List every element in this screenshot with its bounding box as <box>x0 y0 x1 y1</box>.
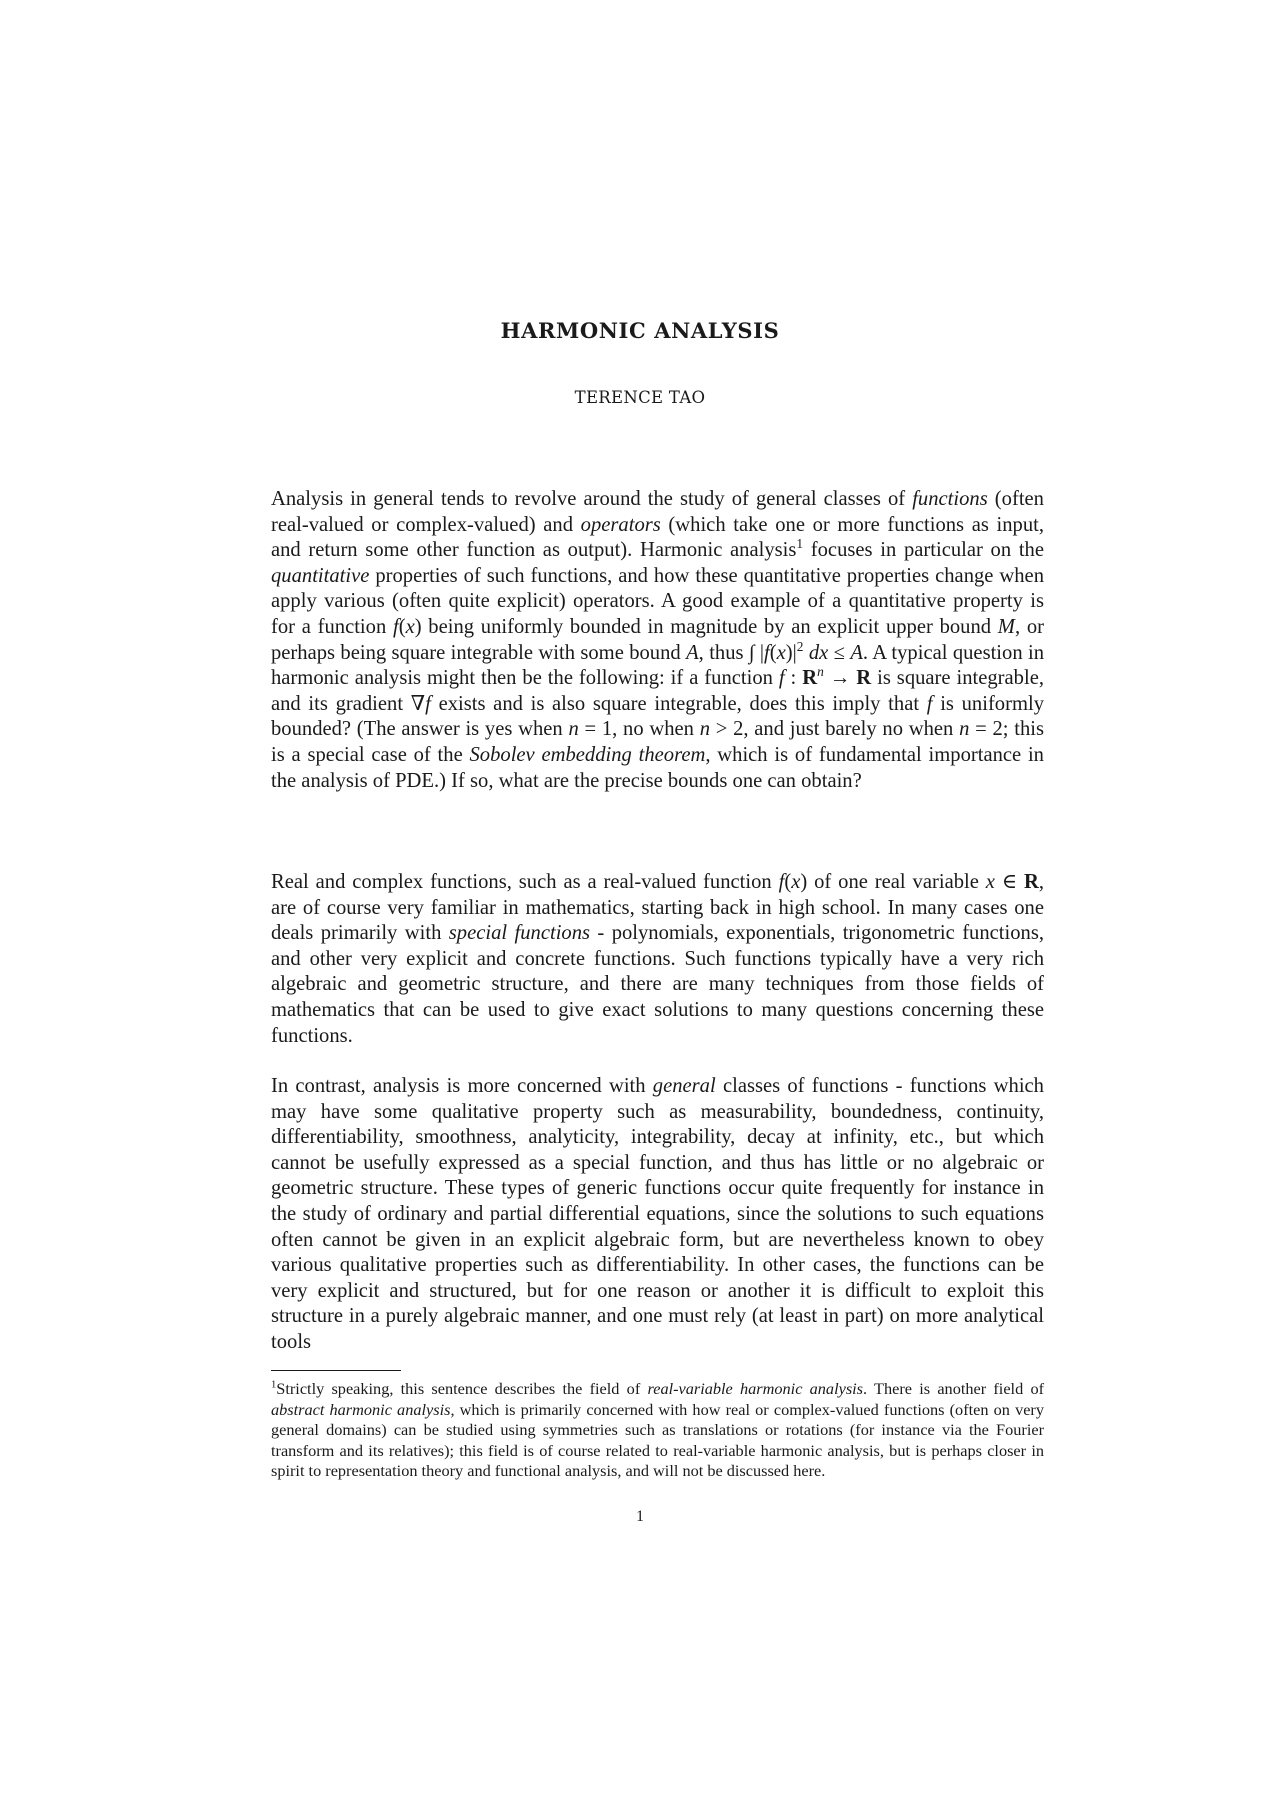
paper-title: HARMONIC ANALYSIS <box>500 318 780 343</box>
text-run: 2 <box>796 638 804 654</box>
text-run: ( <box>398 615 406 638</box>
text-run: functions <box>912 488 988 510</box>
text-run: f <box>778 871 785 893</box>
text-run: properties of such functions, and how these quantitative properties change when apply various (often quite explicit) operators. A good example of a quantitative property is for a function <box>271 564 1044 638</box>
text-run: , or perhaps being square integrable with some bound <box>271 615 1044 664</box>
text-run: : <box>784 667 803 690</box>
paragraph-text <box>271 870 1044 1049</box>
text-run: x <box>776 641 786 664</box>
text-run: quantitative <box>271 564 370 587</box>
text-run: A <box>850 641 863 664</box>
text-run: , which is of fundamental importance in the analysis of PDE.) If so, what are the precise bounds one can obtain? <box>271 743 1044 792</box>
paragraph-text <box>271 487 1044 794</box>
text-run: f <box>778 667 785 690</box>
text-run: In contrast, analysis is more concerned with <box>271 1075 653 1097</box>
text-run: is uniformly bounded? (The answer is yes when <box>271 692 1044 741</box>
text-run: . There is another field of <box>863 1379 1045 1398</box>
text-run: general <box>652 1075 716 1097</box>
text-run: ) of one real variable <box>800 871 986 893</box>
text-run: = 1, no when <box>578 718 700 741</box>
text-run: f <box>425 692 431 715</box>
text-run: Real and complex functions, such as a real-valued function <box>271 871 779 893</box>
text-run: , are of course very familiar in mathematics, starting back in high school. In many cases one deals primarily with <box>271 871 1045 945</box>
text-run: f <box>926 692 933 715</box>
text-run: x <box>791 871 801 893</box>
text-run: Sobolev embedding theorem <box>469 743 706 766</box>
page-number: 1 <box>636 1508 644 1525</box>
text-run: ≤ <box>828 641 851 664</box>
text-run: → <box>823 667 857 690</box>
text-run: f <box>392 615 399 638</box>
text-run: - polynomials, exponentials, trigonometric functions, and other very explicit and concrete functions. Such functions typically have a very rich algebraic and geometric structure, and there are many techniques from those fields of mathematics that can be used to give exact solutions to many questions concerning these functions. <box>271 922 1044 1047</box>
body-paragraph-2 <box>271 870 1044 1074</box>
text-run: Analysis in general tends to revolve around the study of general classes of <box>271 488 913 510</box>
text-run: operators <box>580 513 661 536</box>
text-run: A <box>686 641 699 664</box>
body-paragraph-1 <box>271 487 1044 819</box>
text-run: focuses in particular on the <box>803 539 1044 562</box>
text-run: Strictly speaking, this sentence describes the field of <box>276 1379 648 1398</box>
text-run: abstract harmonic analysis <box>271 1399 451 1419</box>
text-run: = 2; this is a special case of the <box>271 718 1044 766</box>
text-run: real-variable harmonic analysis <box>647 1379 864 1398</box>
text-run: . A typical question in harmonic analysis might then be the following: if a function <box>271 641 1045 690</box>
text-run: , thus ∫ | <box>698 641 765 664</box>
text-run: 1 <box>796 536 804 552</box>
text-run: R <box>856 667 872 690</box>
text-run: 1 <box>271 1379 277 1391</box>
text-run: is square integrable, and its gradient ∇ <box>271 667 1044 715</box>
text-run: dx <box>808 641 829 664</box>
text-run: f <box>764 641 770 664</box>
text-run: (often real-valued or complex-valued) and <box>271 488 1044 536</box>
text-run: )| <box>785 641 797 664</box>
text-run: R <box>1023 871 1039 893</box>
footnote <box>271 1379 1044 1482</box>
text-run: n <box>568 718 579 741</box>
paragraph-text <box>271 1074 1044 1356</box>
text-run: ∈ <box>994 871 1024 893</box>
text-run: x <box>985 871 995 893</box>
text-run: exists and is also square integrable, does this imply that <box>430 692 927 715</box>
text-run: n <box>699 718 710 741</box>
text-run: (which take one or more functions as input, and return some other function as output). Harmonic analysis <box>271 513 1045 562</box>
text-run: n <box>817 664 824 680</box>
text-run: > 2, and just barely no when <box>710 718 960 741</box>
text-run: special functions <box>448 922 591 945</box>
text-run: classes of functions - functions which may have some qualitative property such as measurability, boundedness, continuity, differentiability, smoothness, analyticity, integrability, decay at infinity, etc., but which cannot be usefully expressed as a special function, and thus has little or no algebraic or geometric structure. These types of generic functions occur quite frequently for instance in the study of ordinary and partial differential equations, since the solutions to such equations often cannot be given in an explicit algebraic form, but are nevertheless known to obey various qualitative properties such as differentiability. In other cases, the functions can be very explicit and structured, but for one reason or another it is difficult to exploit this structure in a purely algebraic manner, and one must rely (at least in part) on more analytical tools <box>271 1075 1044 1353</box>
text-run: n <box>959 718 970 741</box>
text-run: , which is primarily concerned with how real or complex-valued functions (often on very general domains) can be studied using symmetries such as translations or rotations (for instance via the Fourier transform and its relatives); this field is of course related to real-variable harmonic analysis, but is perhaps closer in spirit to representation theory and functional analysis, and will not be discussed here. <box>271 1399 1044 1481</box>
text-run: M <box>997 615 1015 638</box>
paper-author: TERENCE TAO <box>574 388 706 407</box>
footnote-divider <box>271 1370 401 1371</box>
text-run: ) being uniformly bounded in magnitude by an explicit upper bound <box>414 615 998 638</box>
text-run: R <box>802 667 818 690</box>
text-run: x <box>405 615 415 638</box>
text-run: ( <box>769 641 777 664</box>
text-run: ( <box>784 871 792 893</box>
body-paragraph-3 <box>271 1074 1044 1381</box>
